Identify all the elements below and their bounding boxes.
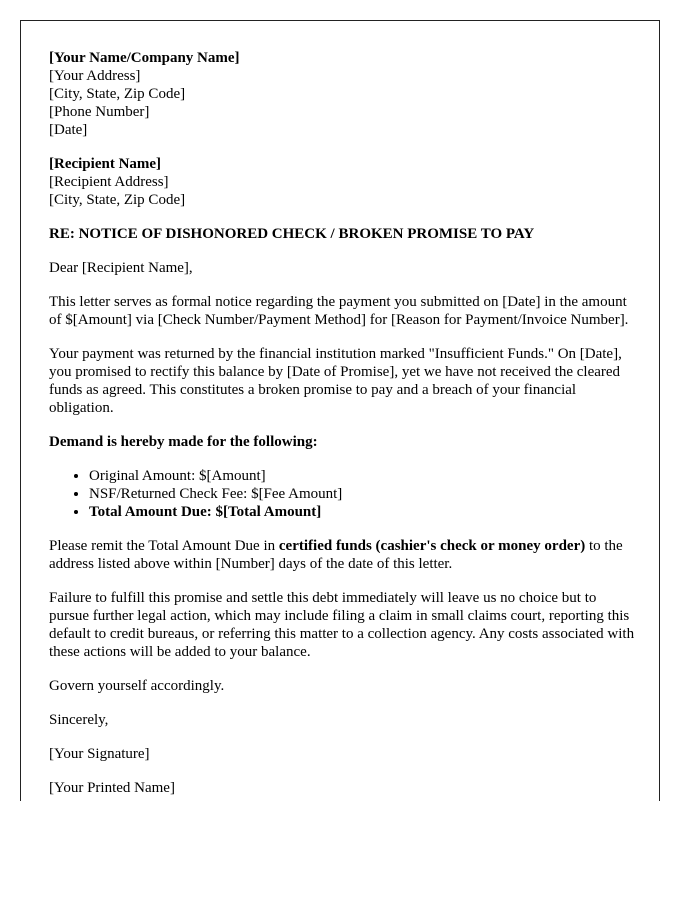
demand-heading: Demand is hereby made for the following: — [49, 434, 318, 450]
list-item-fee-amount: • NSF/Returned Check Fee: $[Fee Amount] — [89, 485, 639, 503]
remit-text-before: Please remit the Total Amount Due in — [49, 538, 279, 554]
letter-content — [49, 49, 639, 801]
remit-certified-funds: certified funds (cashier's check or money order) — [278, 538, 586, 554]
printed-name: [Your Printed Name] — [49, 780, 175, 796]
recipient-address: [Recipient Address] — [49, 174, 169, 190]
paragraph-returned-payment: Your payment was returned by the financial institution marked "Insufficient Funds." On [Date], you promised to rectify this balance by [Date of Promise], yet we have not received the cleared funds as agreed. This constitutes a broken promise to pay and a breach of your financial obligation. — [49, 346, 622, 416]
paragraph-payment-notice: This letter serves as formal notice regarding the payment you submitted on [Date] in the amount of $[Amount] via [Check Number/Payment Method] for [Reason for Payment/Invoice Number]. — [49, 294, 629, 328]
signature-line: [Your Signature] — [49, 746, 150, 762]
govern-line: Govern yourself accordingly. — [49, 678, 225, 694]
closing: Sincerely, — [49, 712, 109, 728]
paragraph-failure: Failure to fulfill this promise and settle this debt immediately will leave us no choice but to pursue further legal action, which may include filing a claim in small claims court, reporting this default to credit bureaus, or referring this matter to a collection agency. Any costs associated with these actions will be added to your balance. — [49, 590, 635, 660]
sender-block — [49, 49, 639, 139]
demand-list — [49, 467, 639, 521]
subject-line: RE: NOTICE OF DISHONORED CHECK / BROKEN PROMISE TO PAY — [49, 226, 535, 242]
sender-city: [City, State, Zip Code] — [49, 86, 186, 102]
sender-address: [Your Address] — [49, 68, 141, 84]
sender-phone: [Phone Number] — [49, 104, 150, 120]
sender-name: [Your Name/Company Name] — [49, 50, 240, 66]
recipient-city: [City, State, Zip Code] — [49, 192, 186, 208]
paragraph-remit — [49, 537, 639, 573]
list-item-original-amount: • Original Amount: $[Amount] — [89, 467, 639, 485]
list-item-total-amount: • Total Amount Due: $[Total Amount] — [89, 503, 639, 521]
sender-date: [Date] — [49, 122, 88, 138]
salutation: Dear [Recipient Name], — [49, 260, 193, 276]
recipient-name: [Recipient Name] — [49, 156, 162, 172]
letter-page — [20, 20, 660, 801]
recipient-block — [49, 155, 639, 209]
remit-text-after: to the address listed above within [Number] days of the date of this letter. — [49, 538, 623, 572]
